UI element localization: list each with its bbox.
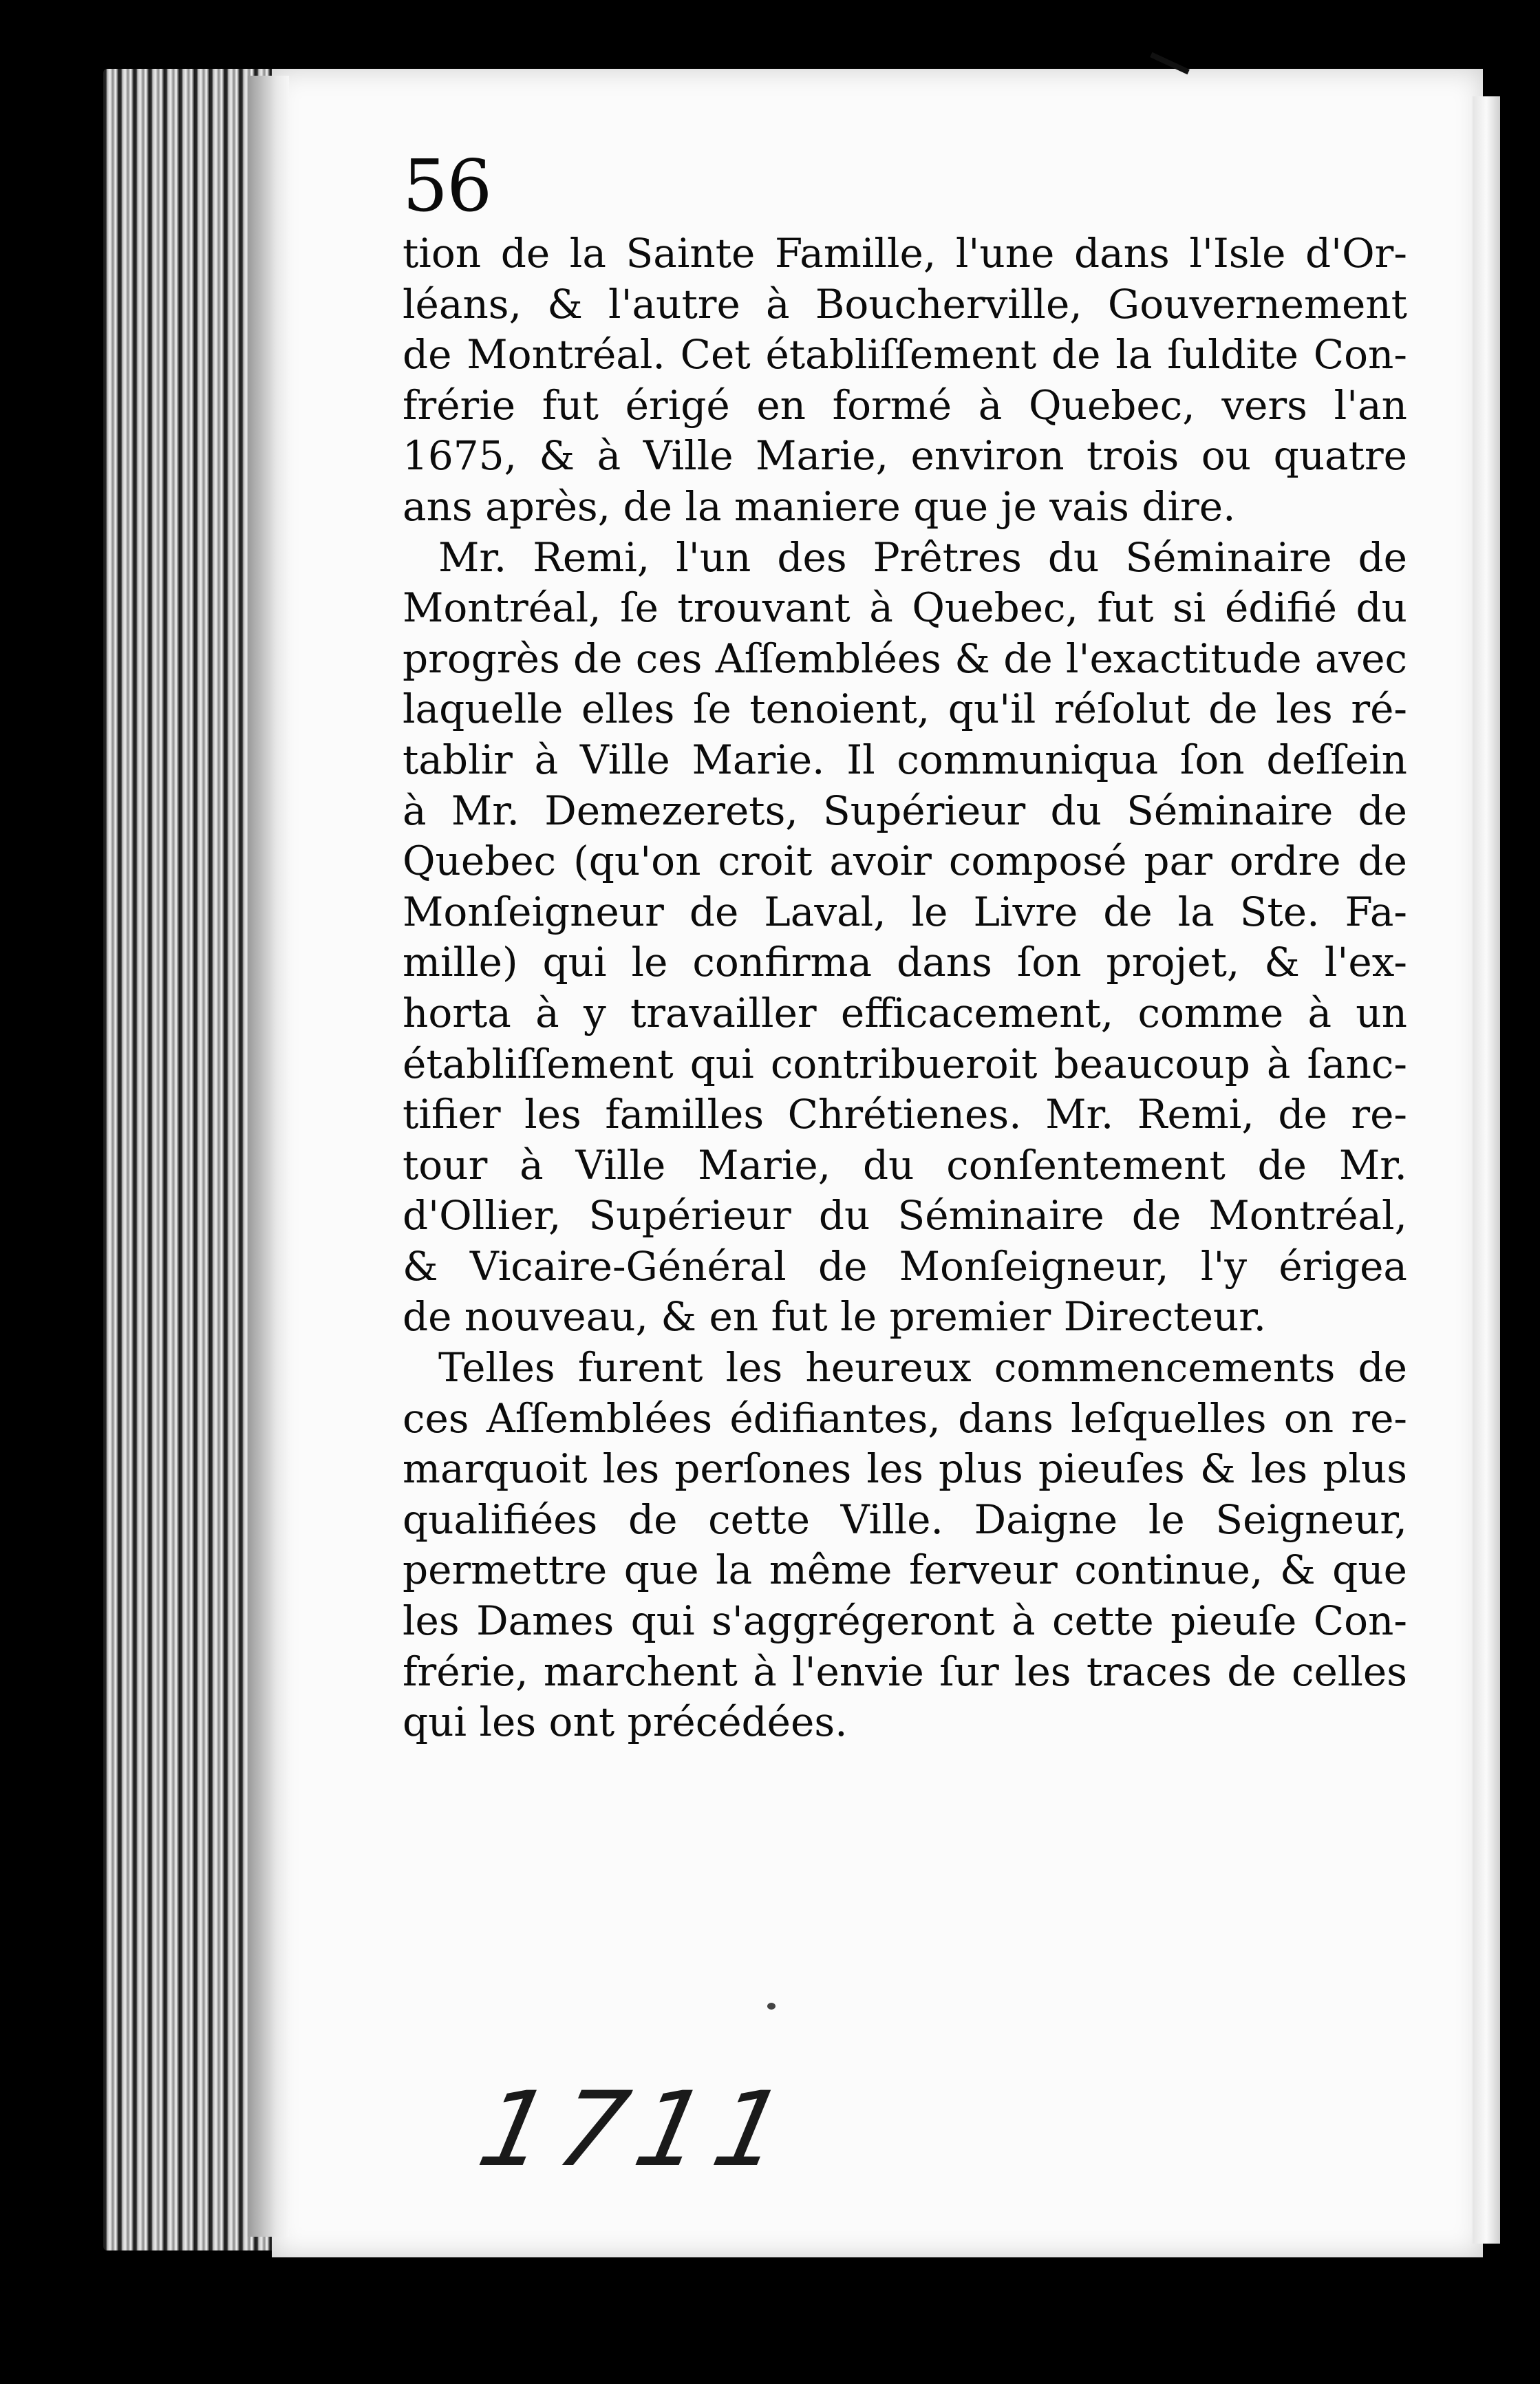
text-line: frérie fut érigé en formé à Quebec, vers l'an (403, 381, 1407, 429)
text-line: de Montréal. Cet établiſſement de la ſuldite Con- (403, 331, 1407, 379)
text-line: Quebec (qu'on croit avoir composé par ordre de (403, 838, 1407, 885)
text-line: Montréal, ſe trouvant à Quebec, fut si édifié du (403, 584, 1407, 632)
text-line: laquelle elles ſe tenoient, qu'il réſolut de les ré- (403, 685, 1407, 733)
text-line: léans, & l'autre à Boucherville, Gouvernement (403, 280, 1407, 328)
page-gutter-shadow (248, 76, 289, 2237)
text-line: progrès de ces Aſſemblées & de l'exactitude avec (403, 635, 1407, 682)
text-line: tablir à Ville Marie. Il communiqua ſon deſſein (403, 736, 1407, 783)
text-line: & Vicaire-Général de Monſeigneur, l'y érigea (403, 1242, 1407, 1290)
text-line: les Dames qui s'aggrégeront à cette pieuſe Con- (403, 1597, 1407, 1645)
page-number: 56 (403, 144, 491, 228)
handwritten-note: 1711 (469, 2070, 807, 2190)
text-line: frérie, marchent à l'envie ſur les traces de celles (403, 1648, 1407, 1695)
text-line: marquoit les perſones les plus pieuſes & les plus (403, 1445, 1407, 1493)
text-line: 1675, & à Ville Marie, environ trois ou quatre (403, 432, 1407, 480)
text-line: qualifiées de cette Ville. Daigne le Seigneur, (403, 1496, 1407, 1543)
paper-speck (767, 2003, 776, 2010)
text-line: Telles furent les heureux commencements de (438, 1344, 1407, 1392)
text-line: ans après, de la maniere que je vais dire. (403, 482, 1236, 530)
text-line: établiſſement qui contribueroit beaucoup à ſanc- (403, 1040, 1407, 1087)
text-line: tifier les familles Chrétienes. Mr. Remi, de re- (403, 1091, 1407, 1138)
text-line: ces Aſſemblées édifiantes, dans leſquelles on re- (403, 1394, 1407, 1442)
text-line: tour à Ville Marie, du conſentement de Mr. (403, 1141, 1407, 1189)
text-line: tion de la Sainte Famille, l'une dans l'Isle d'Or- (403, 230, 1407, 277)
text-line: Mr. Remi, l'un des Prêtres du Séminaire de (438, 533, 1407, 581)
text-line: à Mr. Demezerets, Supérieur du Séminaire de (403, 787, 1407, 834)
text-line: mille) qui le confirma dans ſon projet, & l'ex- (403, 939, 1407, 986)
page-right-edge (1473, 96, 1500, 2244)
text-line: permettre que la même ferveur continue, & que (403, 1546, 1407, 1594)
text-line: Monſeigneur de Laval, le Livre de la Ste. Fa- (403, 888, 1407, 935)
text-line: qui les ont précédées. (403, 1699, 848, 1746)
text-line: d'Ollier, Supérieur du Séminaire de Montréal, (403, 1192, 1407, 1239)
text-line: de nouveau, & en fut le premier Directeur. (403, 1293, 1267, 1341)
text-line: horta à y travailler efficacement, comme à un (403, 989, 1407, 1036)
body-text (403, 228, 1407, 1748)
